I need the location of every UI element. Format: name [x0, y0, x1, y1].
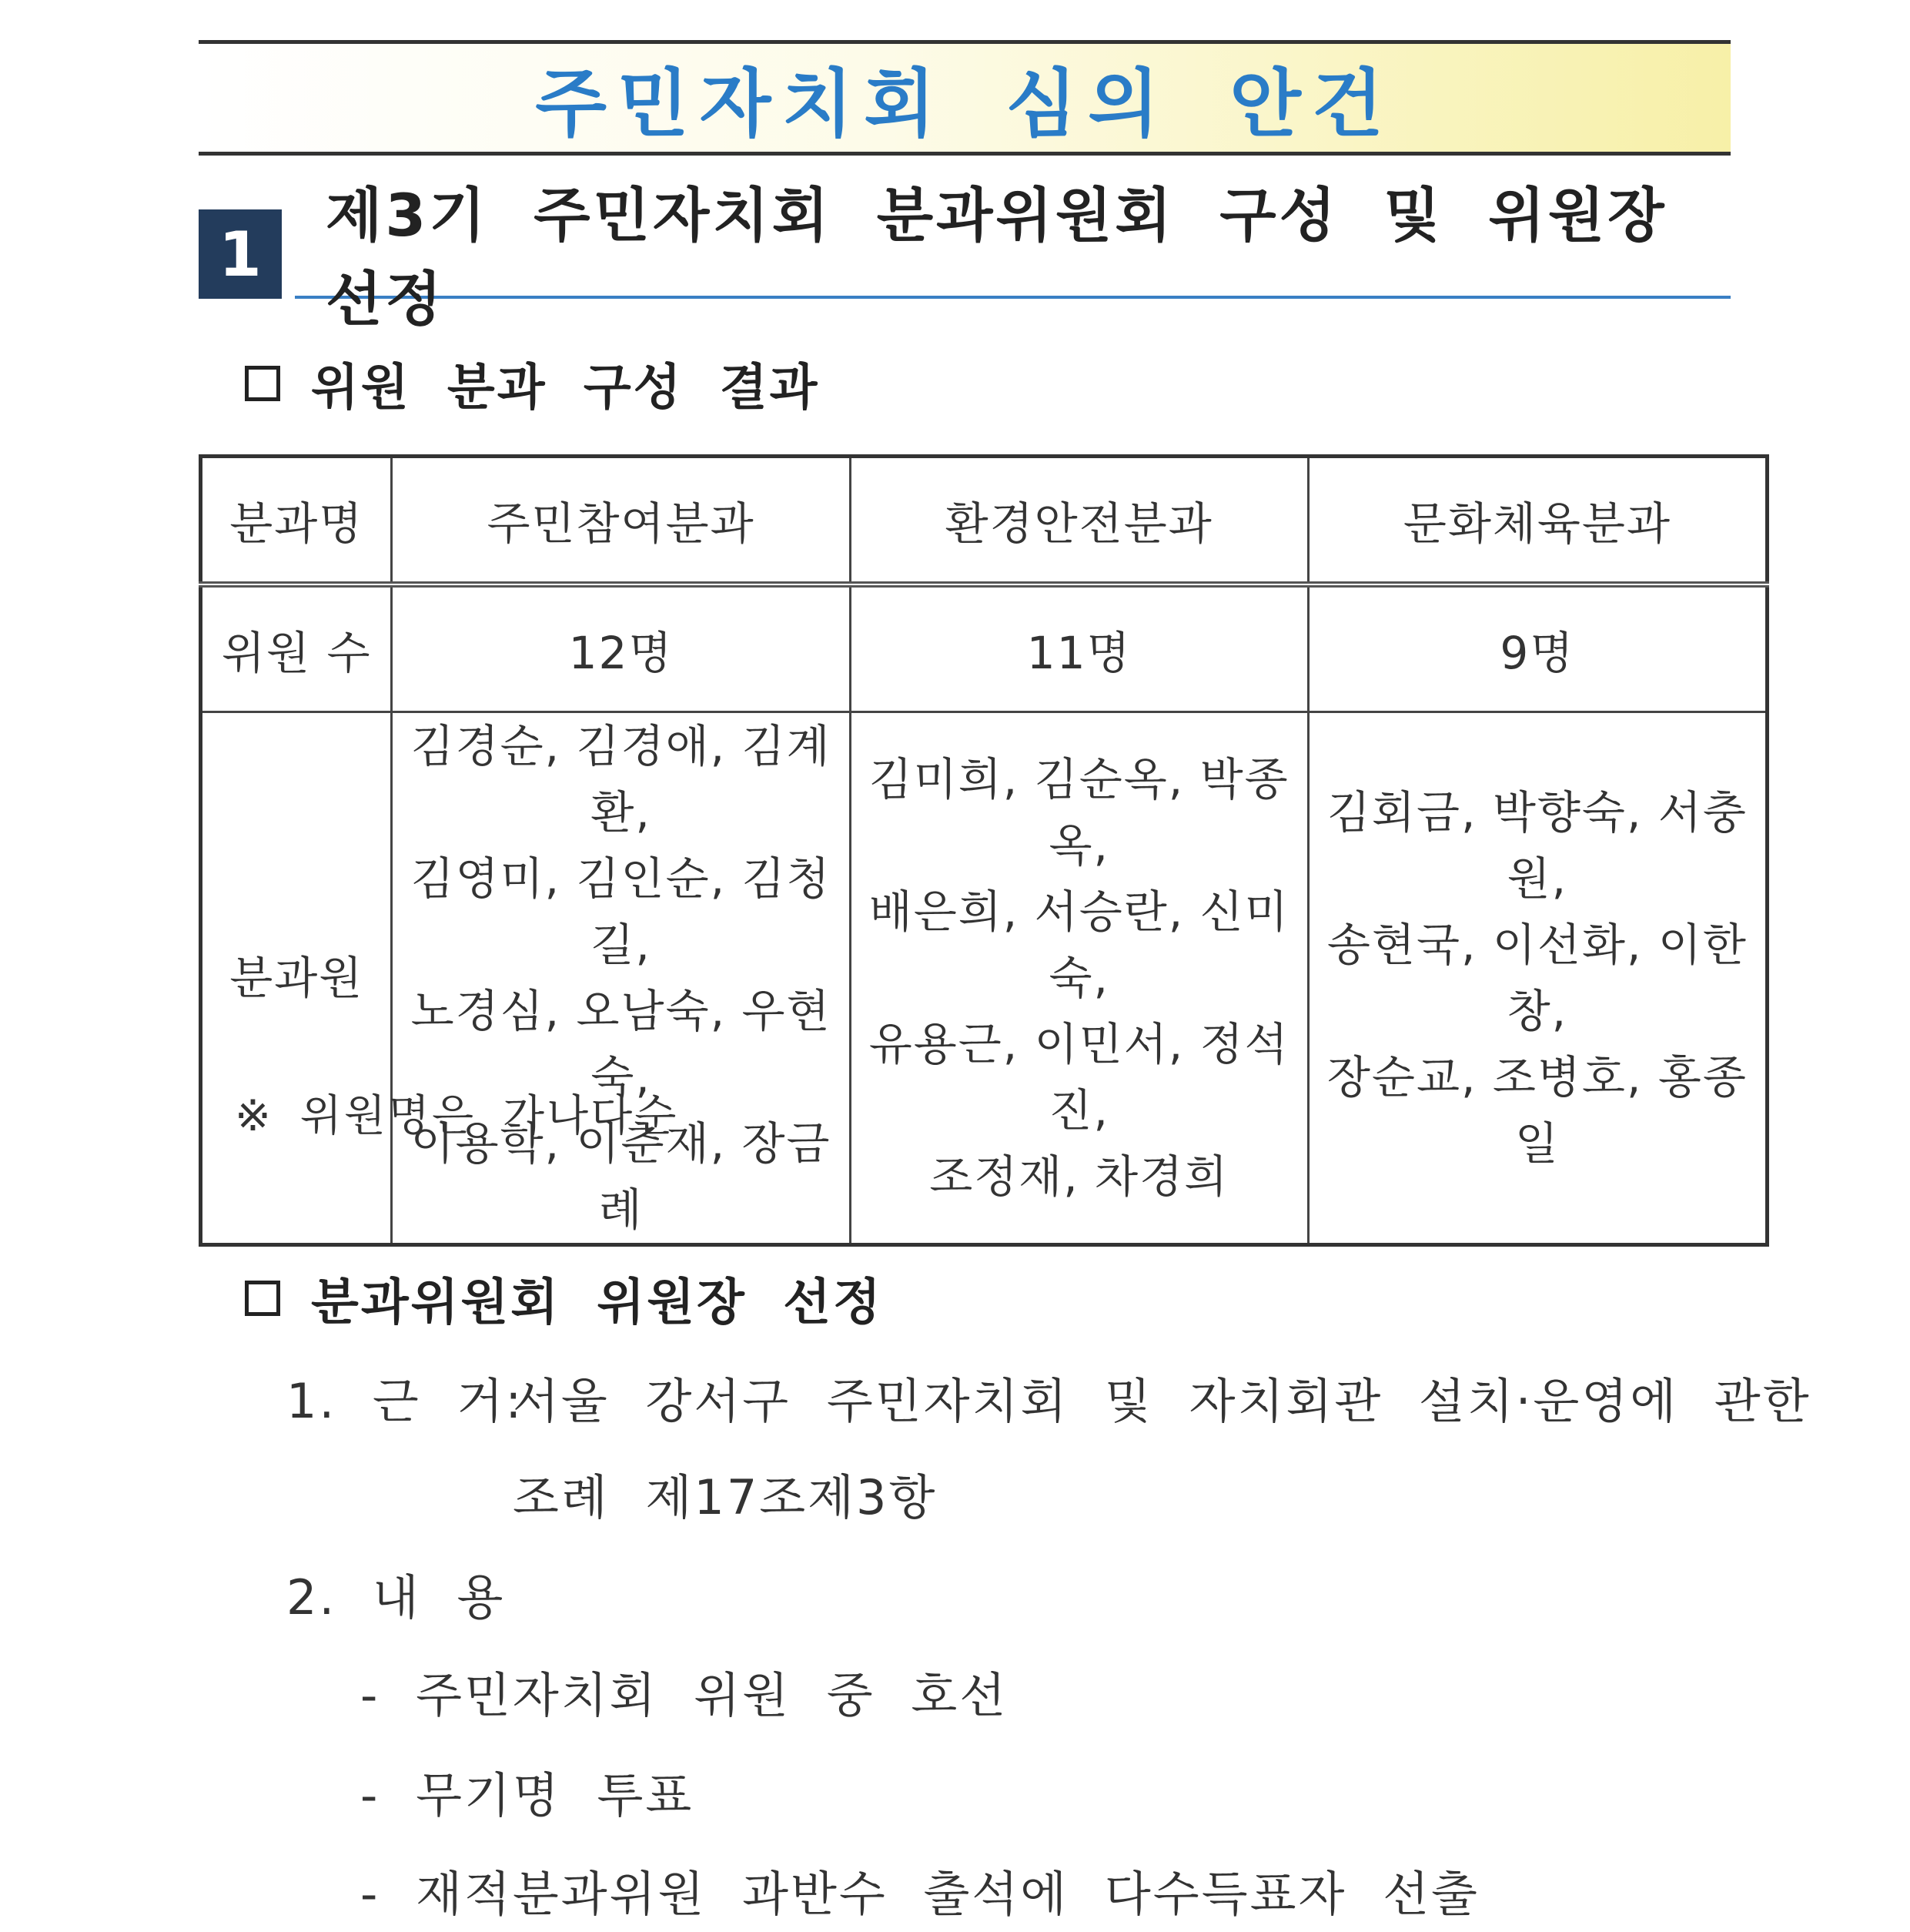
- basis-text-line1: 서울 강서구 주민자치회 및 자치회관 설치·운영에 관한: [513, 1373, 1811, 1429]
- member-line: 김경순, 김경애, 김계환,: [410, 720, 831, 839]
- table-row-count: [201, 584, 1768, 712]
- subsection-title: 분과위원회 위원장 선정: [311, 1274, 883, 1331]
- table-cell-members: [850, 712, 1308, 1245]
- member-line: 김미희, 김순옥, 박종옥,: [868, 753, 1290, 872]
- content-label: 2. 내 용: [286, 1569, 506, 1626]
- section-title: 제3기 주민자치회 분과위원회 구성 및 위원장 선정: [295, 209, 1731, 299]
- section-heading: [199, 181, 1731, 333]
- title-banner: [199, 40, 1731, 156]
- checkbox-square-icon: [245, 366, 280, 401]
- table-cell-count: 11명: [850, 584, 1308, 712]
- member-line: 김회금, 박향숙, 서충원,: [1326, 786, 1748, 905]
- table-header-row: [201, 457, 1768, 585]
- row-label-division: 분과명: [201, 457, 392, 585]
- table-cell-count: 9명: [1308, 584, 1767, 712]
- table-cell-members: [1308, 712, 1767, 1245]
- member-line: 김영미, 김인순, 김청길,: [410, 852, 831, 971]
- section-number: 1: [199, 209, 282, 299]
- row-label-members: 분과원: [201, 712, 392, 1245]
- table-row-members: [201, 712, 1768, 1245]
- content-item: - 주민자치회 위원 중 호선: [360, 1667, 1009, 1723]
- basis-text-line2: 조례 제17조제3항: [513, 1469, 938, 1525]
- member-line: 송현국, 이선화, 이한창,: [1326, 919, 1748, 1037]
- column-header: 문화체육분과: [1308, 457, 1767, 585]
- basis-label: 1. 근 거:: [286, 1373, 524, 1429]
- table-cell-count: 12명: [392, 584, 850, 712]
- subsection-title: 위원 분과 구성 결과: [311, 360, 820, 417]
- row-label-count: 위원 수: [201, 584, 392, 712]
- member-line: 이용학, 이춘재, 장금례: [410, 1117, 831, 1236]
- column-header: 주민참여분과: [392, 457, 850, 585]
- subsection-heading-composition: [245, 348, 819, 419]
- subsection-heading-chair: [245, 1263, 883, 1334]
- page-title: 주민자치회 심의 안건: [535, 60, 1394, 147]
- member-line: 배은희, 서승란, 신미숙,: [868, 886, 1290, 1004]
- table-cell-members: [392, 712, 850, 1245]
- member-line: 유용근, 이민서, 정석진,: [868, 1018, 1290, 1137]
- content-item: - 재적분과위원 과반수 출석에 다수득표자 선출: [360, 1866, 1480, 1922]
- member-line: 장순교, 조병호, 홍종일: [1326, 1051, 1748, 1170]
- member-line: 노경심, 오남숙, 우현숙,: [410, 985, 831, 1103]
- ordering-note: ※ 위원명은 가나다순: [235, 1091, 679, 1141]
- column-header: 환경안전분과: [850, 457, 1308, 585]
- checkbox-square-icon: [245, 1281, 280, 1316]
- content-item: - 무기명 투표: [360, 1767, 694, 1823]
- member-line: 조정재, 차경희: [929, 1150, 1229, 1203]
